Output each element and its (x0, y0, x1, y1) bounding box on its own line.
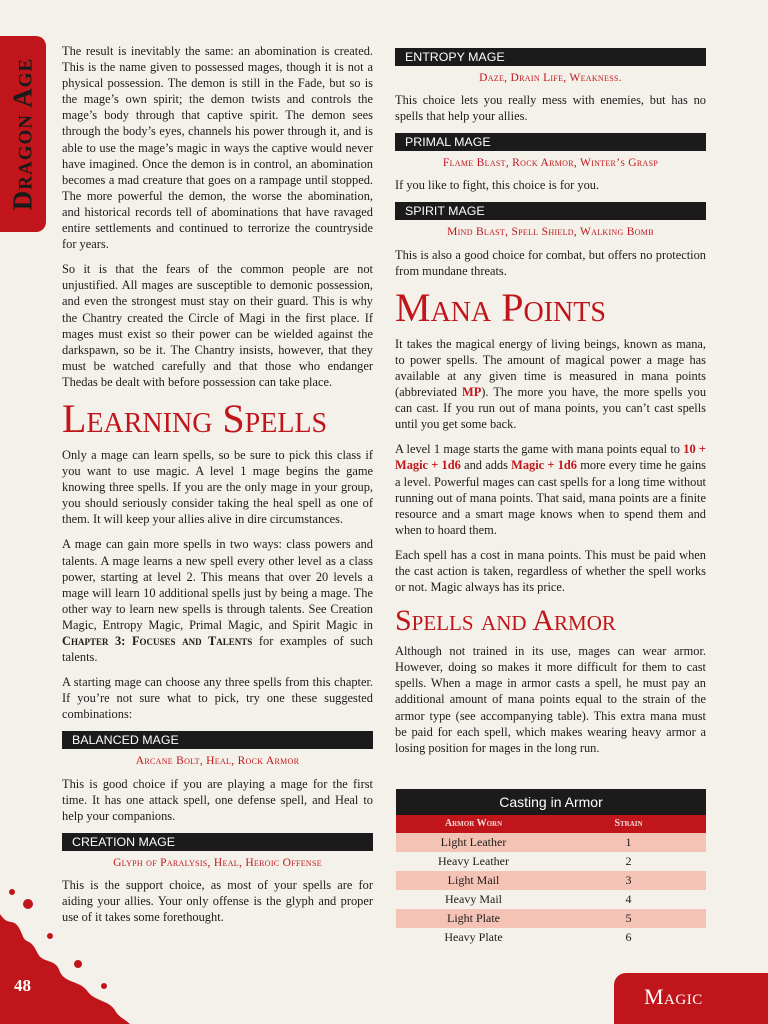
heading-spells-and-armor: Spells and Armor (395, 604, 616, 638)
mana-intro-text-end: ). The more you have, the more spells you can cast. If you run out of mana points, you can’t cast spells until you get some back. (395, 385, 707, 432)
primal-mage-bar: PRIMAL MAGE (395, 133, 706, 151)
heading-learning-spells: Learning Spells (62, 395, 328, 441)
primal-mage-text: If you like to fight, this choice is for you. (395, 178, 600, 193)
strain-cell: 2 (625, 854, 632, 868)
mp-abbreviation: MP (462, 385, 482, 400)
mana-level-text-end: more every time he gains a level. Powerful mages can cast spells for a long time without running out of mana points. That said, mana points are a finite resource and a smart mage knows when to spend them and when to hoard them. (395, 458, 706, 537)
table-row (396, 890, 706, 909)
mana-start-formula: 10 + Magic + 1d6 (395, 442, 706, 473)
left-column (62, 43, 373, 934)
armor-cell: Light Plate (447, 911, 500, 925)
spirit-mage-text: This is also a good choice for combat, but offers no protection from mundane threats. (395, 247, 706, 278)
armor-cell: Heavy Plate (444, 930, 503, 944)
strain-cell: 4 (625, 892, 632, 906)
paragraph-mana-level (395, 441, 706, 538)
gain-spells-text-end: for examples of such talents. (62, 634, 373, 665)
armor-cell: Light Mail (447, 873, 500, 887)
chapter-tab (614, 973, 768, 1024)
paragraph-gain-spells (62, 536, 373, 665)
mana-level-text-mid: and adds (460, 458, 512, 473)
right-column (395, 48, 706, 765)
paragraph-starting-mage: A starting mage can choose any three spells from this chapter. If you’re not sure what to pick, try one these suggested combinations: (62, 675, 373, 722)
strain-cell: 5 (625, 911, 632, 925)
table-header-row (396, 815, 706, 833)
paragraph-armor: Although not trained in its use, mages can wear armor. However, doing so makes it more difficult for them to cast spells. When a mage in armor casts a spell, he must pay an additional amount of mana points equal to the strain of the armor type (see accompanying table). This extra mana must be paid for each spell, which makes wearing heavy armor a losing position for mages in the long run. (395, 644, 706, 755)
table-row (396, 852, 706, 871)
chapter-name: Magic (644, 984, 703, 1009)
creation-mage-text: This is the support choice, as most of your spells are for aiding your allies. Your only offense is the glyph and proper use of it takes some forethought. (62, 877, 373, 925)
primal-mage-spells: Flame Blast, Rock Armor, Winter’s Grasp (442, 157, 659, 170)
mana-level-text: A level 1 mage starts the game with mana points equal to (395, 442, 684, 457)
paragraph-mana-intro (395, 336, 706, 433)
book-title: Dragon Age (7, 57, 38, 211)
entropy-mage-spells: Daze, Drain Life, Weakness. (479, 72, 622, 84)
table-row (396, 909, 706, 928)
creation-mage-spells: Glyph of Paralysis, Heal, Heroic Offense (113, 856, 322, 869)
column-header-strain: Strain (614, 818, 643, 829)
balanced-mage-text: This is good choice if you are playing a mage for the first time. It has one attack spell, one defense spell, and Heal to help your companions. (62, 776, 373, 823)
table-title: Casting in Armor (396, 789, 706, 815)
column-header-armor: Armor Worn (444, 818, 503, 829)
table-row (396, 928, 706, 947)
mana-intro-text: It takes the magical energy of living beings, known as mana, to power spells. The amount of magical power a mage has available at any given time is measured in mana points (abbreviated (395, 336, 706, 400)
strain-cell: 6 (625, 930, 632, 944)
paragraph-mana-cost: Each spell has a cost in mana points. This must be paid when the cast action is taken, regardless of whether the spell works or not. Magic always has its price. (395, 547, 706, 595)
table-row (396, 833, 706, 852)
strain-cell: 3 (625, 873, 632, 887)
paragraph-fears: So it is that the fears of the common people are not unjustified. All mages are susceptible to demonic possession, and even the strongest must stay on their guard. This is why the Chantry created the Circle of Magi in the first place. If mages must exist so their power can be wielded against the darkspawn, so be it. The Chantry insists, however, that they must be watched carefully and that those who endanger Thedas be dealt with before possession can take place. (62, 262, 373, 389)
spirit-mage-spells: Mind Blast, Spell Shield, Walking Bomb (447, 226, 654, 239)
heading-mana-points: Mana Points (395, 284, 606, 330)
casting-in-armor-table (396, 789, 706, 947)
book-title-tab (0, 36, 46, 232)
table-row (396, 871, 706, 890)
mana-level-formula: Magic + 1d6 (511, 458, 577, 473)
entropy-mage-bar: ENTROPY MAGE (395, 48, 706, 66)
paragraph-abomination: The result is inevitably the same: an abomination is created. This is the name given to possessed mages, though it is not a physical possession. The demon is still in the Fade, but so is the mage’s own spirit; the demon twists and controls the mage’s body through that captive spirit. The demon sees through the body’s eyes, channels his power through it, and is able to use the mage’s magic in ways the captive would never have imagined. Once the demon is in control, an abomination becomes a mad creature that goes on a rampage until stopped. The more powerful the demon, the worse the abomination, and historical records tell of abominations that have ravaged entire settlements and continued to terrorize the countryside for years. (62, 44, 373, 252)
gain-spells-text: A mage can gain more spells in two ways: class powers and talents. A mage learns a new spell every other level as a class power, starting at level 2. This means that over 20 levels a mage will learn 10 additional spells just by being a mage. The other way to learn new spells is through talents. See Creation Magic, Entropy Magic, Primal Magic, and Spirit Magic in (62, 537, 373, 632)
chapter-reference: Chapter 3: Focuses and Talents (62, 634, 253, 648)
balanced-mage-bar: BALANCED MAGE (62, 731, 373, 749)
armor-cell: Light Leather (440, 835, 507, 849)
entropy-mage-text: This choice lets you really mess with enemies, but has no spells that help your allies. (395, 93, 706, 124)
paragraph-only-mage: Only a mage can learn spells, so be sure to pick this class if you want to use magic. A level 1 mage begins the game knowing three spells. If you are the only mage in your group, you should seriously consider taking the heal spell as one of them. It will keep your allies alive in dire circumstances. (62, 447, 373, 527)
page-number: 48 (14, 976, 31, 995)
table-body (396, 833, 706, 947)
armor-cell: Heavy Mail (445, 892, 502, 906)
creation-mage-bar: CREATION MAGE (62, 833, 373, 851)
spirit-mage-bar: SPIRIT MAGE (395, 202, 706, 220)
armor-cell: Heavy Leather (438, 854, 509, 868)
balanced-mage-spells: Arcane Bolt, Heal, Rock Armor (135, 755, 300, 768)
strain-cell: 1 (625, 835, 632, 849)
